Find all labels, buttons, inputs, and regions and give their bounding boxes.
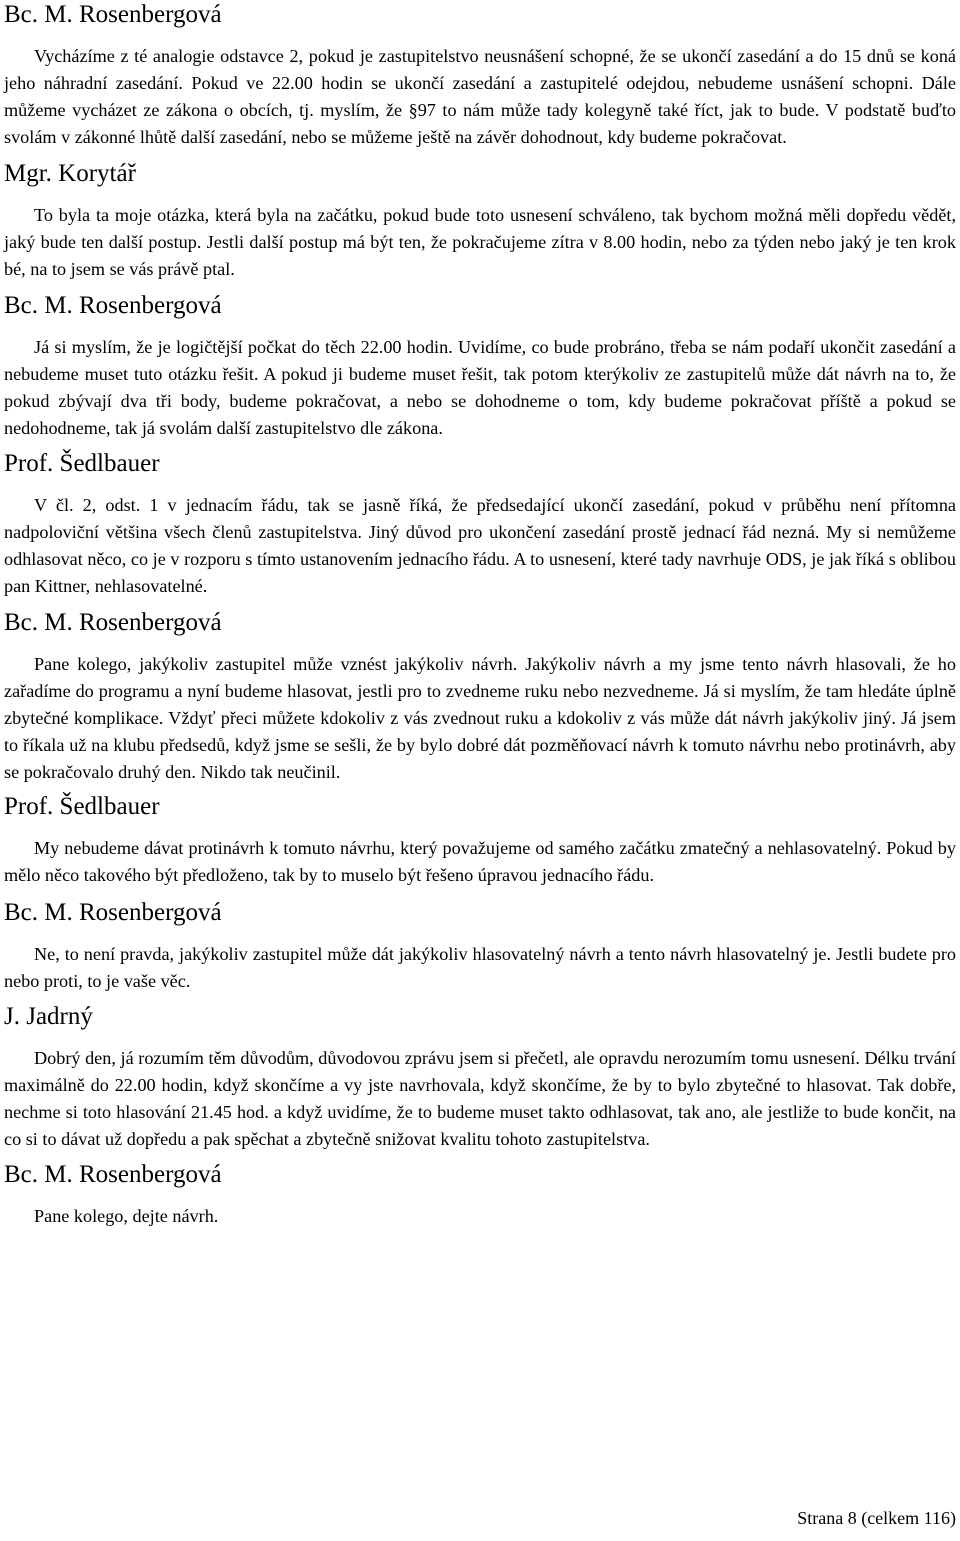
speech-text: Ne, to není pravda, jakýkoliv zastupitel může dát jakýkoliv hlasovatelný návrh a tento návrh hlasovatelný je. Jestli budete pro nebo proti, to je vaše věc. (4, 944, 956, 991)
speaker-name: Bc. M. Rosenbergová (4, 1, 222, 28)
speaker-name: J. Jadrný (4, 1003, 93, 1030)
speech-text: V čl. 2, odst. 1 v jednacím řádu, tak se jasně říká, že předsedající ukončí zasedání, pokud v průběhu není přítomna nadpoloviční většina všech členů zastupitelstva. Jiný důvod pro ukončení zasedání prostě jednací řád nezná. My si nemůžeme odhlasovat něco, co je v rozporu s tímto ustanovením jednacího řádu. A to usnesení, které tady navrhuje ODS, je jak říká s oblibou pan Kittner, nehlasovatelné. (4, 495, 956, 596)
speech-text: Pane kolego, jakýkoliv zastupitel může vznést jakýkoliv návrh. Jakýkoliv návrh a my jsme tento návrh hlasovali, že ho zařadíme do programu a nyní budeme hlasovat, jestli pro to zvedneme ruku nebo nezvedneme. Já si myslím, že tam hledáte úplně zbytečné komplikace. Vždyť přeci můžete kdokoliv z vás zvednout ruku a kdokoliv z vás může dát návrh jakýkoliv jiný. Já jsem to říkala už na klubu předsedů, když jsme se sešli, že by bylo dobré dát pozměňovací návrh k tomuto návrhu nebo protinávrh, aby se pokračovalo druhý den. Nikdo tak neučinil. (4, 654, 956, 782)
speech-text: My nebudeme dávat protinávrh k tomuto návrhu, který považujeme od samého začátku zmatečný a nehlasovatelný. Pokud by mělo něco takového být předloženo, tak by to muselo být řešeno úpravou jednacího řádu. (4, 838, 956, 885)
transcript-block (4, 1000, 956, 1153)
transcript-block (4, 896, 956, 995)
speaker-name: Mgr. Korytář (4, 160, 136, 187)
speaker-name: Bc. M. Rosenbergová (4, 609, 222, 636)
transcript-block (4, 157, 956, 283)
speech-text: Pane kolego, dejte návrh. (34, 1206, 219, 1226)
transcript-block (4, 0, 956, 151)
speech-text: To byla ta moje otázka, která byla na začátku, pokud bude toto usnesení schváleno, tak bychom možná měli dopředu vědět, jaký bude ten další postup. Jestli další postup má být ten, že pokračujeme zítra v 8.00 hodin, nebo za týden nebo jaký je ten krok bé, na to jsem se vás právě ptal. (4, 205, 956, 279)
speaker-name: Bc. M. Rosenbergová (4, 292, 222, 319)
page-number: Strana 8 (celkem 116) (797, 1508, 956, 1528)
transcript-block (4, 790, 956, 889)
transcript-block (4, 289, 956, 442)
transcript-block (4, 606, 956, 786)
speaker-name: Bc. M. Rosenbergová (4, 899, 222, 926)
speaker-name: Bc. M. Rosenbergová (4, 1161, 222, 1188)
speaker-name: Prof. Šedlbauer (4, 450, 160, 477)
transcript-block (4, 1158, 956, 1230)
speech-text: Vycházíme z té analogie odstavce 2, pokud je zastupitelstvo neusnášení schopné, že se ukončí zasedání a do 15 dnů se koná jeho náhradní zasedání. Pokud ve 22.00 hodin se ukončí zasedání a zastupitelé odejdou, nebudeme usnášení schopni. Dále můžeme vycházet ze zákona o obcích, tj. myslím, že §97 to nám může tady kolegyně také říct, jak to bude. V podstatě buďto svolám v zákonné lhůtě další zasedání, nebo se můžeme ještě na závěr dohodnout, kdy budeme pokračovat. (4, 46, 956, 147)
speaker-name: Prof. Šedlbauer (4, 793, 160, 820)
transcript-block (4, 447, 956, 600)
speech-text: Dobrý den, já rozumím těm důvodům, důvodovou zprávu jsem si přečetl, ale opravdu nerozumím tomu usnesení. Délku trvání maximálně do 22.00 hodin, když skončíme a vy jste navrhovala, když skončíme, že by to bylo zbytečné to hlasovat. Tak dobře, nechme si toto hlasování 21.45 hod. a když uvidíme, že to budeme muset takto odhlasovat, tak ano, ale jestliže to bude končit, na co si to dávat už dopředu a pak spěchat a zbytečně snižovat kvalitu tohoto zastupitelstva. (4, 1048, 956, 1149)
speech-text: Já si myslím, že je logičtější počkat do těch 22.00 hodin. Uvidíme, co bude probráno, třeba se nám podaří ukončit zasedání a nebudeme muset tuto otázku řešit. A pokud ji budeme muset řešit, tak potom kterýkoliv ze zastupitelů může dát návrh na to, že pokud zbývají dva tři body, budeme pokračovat, a nebo se dohodneme o tom, kdy budeme pokračovat příště a pokud se nedohodneme, tak já svolám další zastupitelstvo dle zákona. (4, 337, 956, 438)
